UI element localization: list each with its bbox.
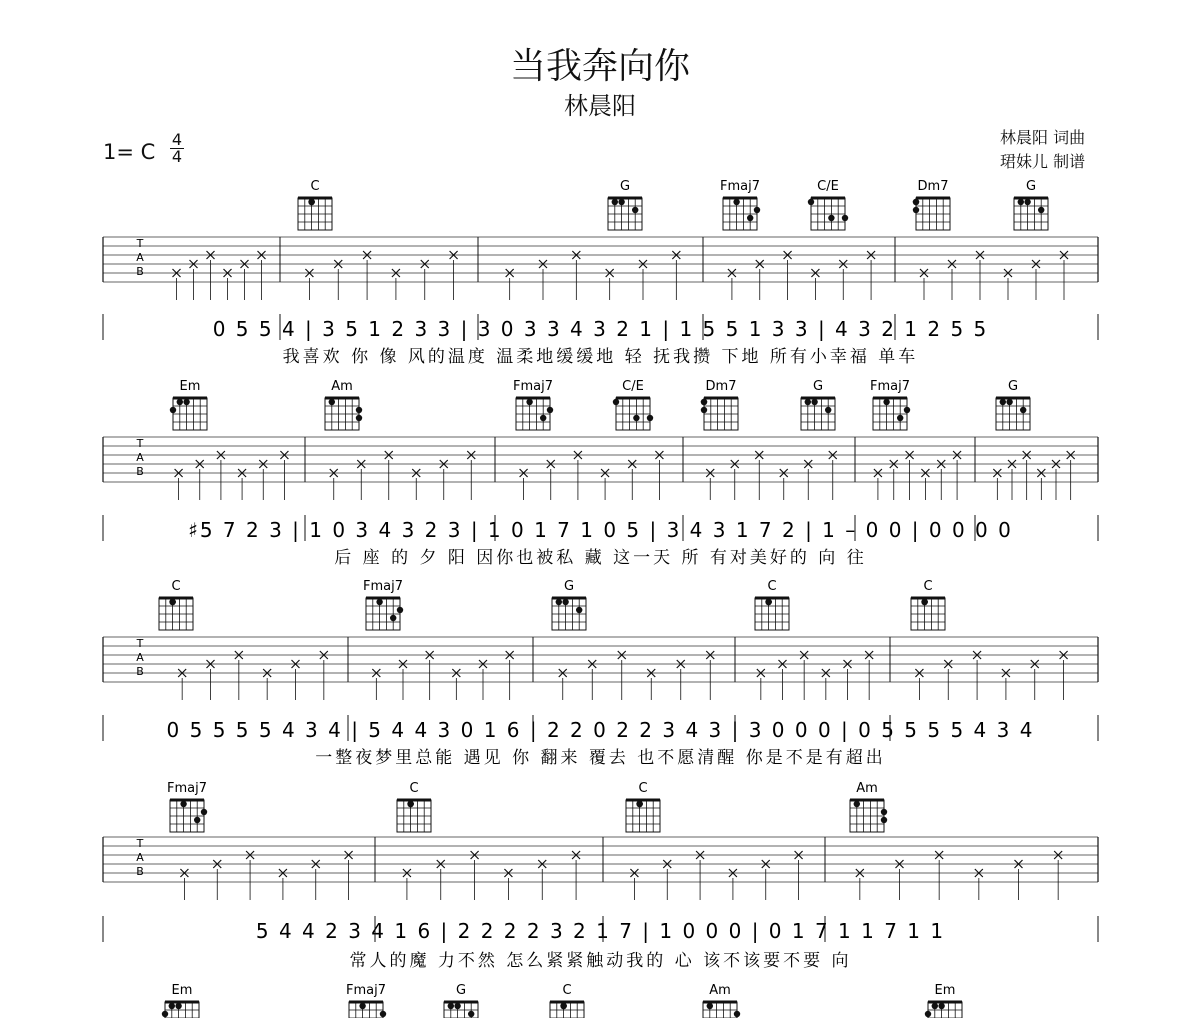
chord-diagram-c [159,579,193,630]
tab-clef-letter: B [136,865,144,878]
chord-name: C/E [622,379,644,394]
chord-diagram-c [755,579,789,630]
finger-dot [169,1003,175,1009]
finger-dot [854,801,860,807]
jianpu-notes-row-3: 0 5 5 5 5 4 3 4 | 5 4 4 3 0 1 6 | 2 2 0 2 2 3 4 3 | 3 0 0 0 | 0 5 5 5 5 4 3 4 [166,718,1035,742]
finger-dot [1038,207,1044,213]
chord-name: G [619,179,631,194]
chord-name: C [923,579,933,594]
finger-dot [162,1011,168,1017]
chord-name: Fmaj7 [363,579,403,594]
finger-dot [556,599,562,605]
artist-name: 林晨阳 [564,92,636,120]
finger-dot [359,1003,365,1009]
finger-dot [1006,399,1012,405]
jianpu-notes-row-1: 0 5 5 4 | 3 5 1 2 3 3 | 3 0 3 3 4 3 2 1 | 1 5 5 1 3 3 | 4 3 2 1 2 5 5 [212,317,989,341]
finger-dot [547,407,553,413]
finger-dot [932,1003,938,1009]
finger-dot [733,199,739,205]
chord-diagram-fmaj7 [167,781,207,832]
lyrics-row-4: 常人的魔 力不然 怎么紧紧触动我的 心 该不该要不要 向 [349,951,852,971]
finger-dot [828,215,834,221]
chord-diagram-g [1014,179,1048,230]
chord-diagram-fmaj7 [720,179,760,230]
finger-dot [897,415,903,421]
chord-diagram-em [162,983,199,1018]
chord-name: Am [331,379,353,394]
chord-diagram-fmaj7 [870,379,910,430]
tab-staff-row-2 [103,437,1098,500]
finger-dot [805,399,811,405]
finger-dot [170,407,176,413]
finger-dot [356,415,362,421]
tab-staff-row-1 [103,237,1098,300]
tab-clef-letter: T [136,437,144,450]
finger-dot [632,207,638,213]
finger-dot [636,801,642,807]
finger-dot [612,199,618,205]
finger-dot [938,1003,944,1009]
finger-dot [407,801,413,807]
chord-diagram-g [996,379,1030,430]
tab-staff-row-4 [103,837,1098,900]
finger-dot [526,399,532,405]
tab-clef-letter: T [136,637,144,650]
finger-dot [808,199,814,205]
chord-diagram-c-e [808,179,848,230]
key-signature: 1= C [103,140,156,164]
finger-dot [811,399,817,405]
finger-dot [177,399,183,405]
chord-name: G [455,983,467,998]
meter-bottom: 4 [171,147,183,166]
tab-clef-letter: A [136,451,144,464]
tab-staff-row-3 [103,637,1098,700]
credit-transcriber: 珺妹儿 制谱 [1000,152,1086,171]
jianpu-notes-row-2: ♯5 7 2 3 | 1 0 3 4 3 2 3 | 1 0 1 7 1 0 5 | 3 4 3 1 7 2 | 1 – 0 0 | 0 0 0 0 [188,518,1013,542]
chord-name: Dm7 [917,179,949,194]
chord-diagram-c [626,781,660,832]
tab-clef-letter: A [136,651,144,664]
chord-name: C [767,579,777,594]
chord-name: C [562,983,572,998]
finger-dot [390,615,396,621]
finger-dot [747,215,753,221]
tab-clef-letter: B [136,265,144,278]
finger-dot [560,1003,566,1009]
chord-name: G [1007,379,1019,394]
chord-diagram-dm7 [701,379,738,430]
chord-name: Em [171,983,193,998]
finger-dot [613,399,619,405]
tab-clef-letter: A [136,251,144,264]
finger-dot [904,407,910,413]
chord-diagram-am [850,781,887,832]
chord-diagram-fmaj7 [513,379,553,430]
chord-name: Em [934,983,956,998]
finger-dot [883,399,889,405]
chord-name: Fmaj7 [167,781,207,796]
chord-name: G [1025,179,1037,194]
finger-dot [397,607,403,613]
finger-dot [308,199,314,205]
chord-name: C [310,179,320,194]
finger-dot [194,817,200,823]
meter-top: 4 [171,130,183,149]
chord-name: G [563,579,575,594]
chord-diagram-fmaj7 [346,983,386,1018]
credit-lyrics-music: 林晨阳 词曲 [1000,128,1086,147]
tab-clef-letter: T [136,837,144,850]
finger-dot [376,599,382,605]
chord-name: Fmaj7 [870,379,910,394]
finger-dot [881,817,887,823]
finger-dot [633,415,639,421]
chord-diagram-am [703,983,740,1018]
chord-diagram-dm7 [913,179,950,230]
tab-clef-letter: B [136,465,144,478]
chord-name: Fmaj7 [720,179,760,194]
chord-name: C [171,579,181,594]
chord-name: C [409,781,419,796]
chord-diagram-em [170,379,207,430]
finger-dot [169,599,175,605]
lyrics-row-3: 一整夜梦里总能 遇见 你 翻来 覆去 也不愿清醒 你是不是有超出 [315,748,886,768]
finger-dot [618,199,624,205]
chord-diagram-g [801,379,835,430]
finger-dot [925,1011,931,1017]
finger-dot [183,399,189,405]
chord-name: G [812,379,824,394]
chord-diagram-c [397,781,431,832]
chord-diagram-fmaj7 [363,579,403,630]
finger-dot [175,1003,181,1009]
finger-dot [576,607,582,613]
finger-dot [825,407,831,413]
chord-diagram-c-e [613,379,653,430]
chord-diagram-em [925,983,962,1018]
finger-dot [701,399,707,405]
finger-dot [707,1003,713,1009]
finger-dot [1020,407,1026,413]
lyrics-row-1: 我喜欢 你 像 风的温度 温柔地缓缓地 轻 抚我攒 下地 所有小幸福 单车 [282,347,919,367]
chord-name: Dm7 [705,379,737,394]
finger-dot [765,599,771,605]
chord-diagram-g [608,179,642,230]
finger-dot [1024,199,1030,205]
tab-clef-letter: A [136,851,144,864]
finger-dot [540,415,546,421]
chord-diagram-c [911,579,945,630]
tab-clef-letter: B [136,665,144,678]
tab-clef-letter: T [136,237,144,250]
chord-name: Em [179,379,201,394]
finger-dot [842,215,848,221]
finger-dot [180,801,186,807]
finger-dot [329,399,335,405]
chord-diagram-c [298,179,332,230]
finger-dot [881,809,887,815]
finger-dot [921,599,927,605]
song-title: 当我奔向你 [509,46,690,87]
jianpu-notes-row-4: 5 4 4 2 3 4 1 6 | 2 2 2 2 3 2 1 7 | 1 0 0 0 | 0 1 7 1 1 7 1 1 [255,919,946,943]
finger-dot [1000,399,1006,405]
finger-dot [380,1011,386,1017]
chord-name: Fmaj7 [513,379,553,394]
lyrics-row-2: 后 座 的 夕 阳 因你也被私 藏 这一天 所 有对美好的 向 往 [334,548,867,568]
finger-dot [356,407,362,413]
chord-name: Am [856,781,878,796]
finger-dot [1018,199,1024,205]
finger-dot [562,599,568,605]
finger-dot [201,809,207,815]
chord-diagram-am [325,379,362,430]
finger-dot [448,1003,454,1009]
finger-dot [734,1011,740,1017]
finger-dot [701,407,707,413]
finger-dot [913,199,919,205]
chord-diagram-g [552,579,586,630]
finger-dot [454,1003,460,1009]
finger-dot [754,207,760,213]
finger-dot [468,1011,474,1017]
chord-name: C [638,781,648,796]
finger-dot [647,415,653,421]
chord-name: Am [709,983,731,998]
chord-name: Fmaj7 [346,983,386,998]
finger-dot [913,207,919,213]
chord-name: C/E [817,179,839,194]
chord-diagram-g [444,983,478,1018]
chord-diagram-c [550,983,584,1018]
